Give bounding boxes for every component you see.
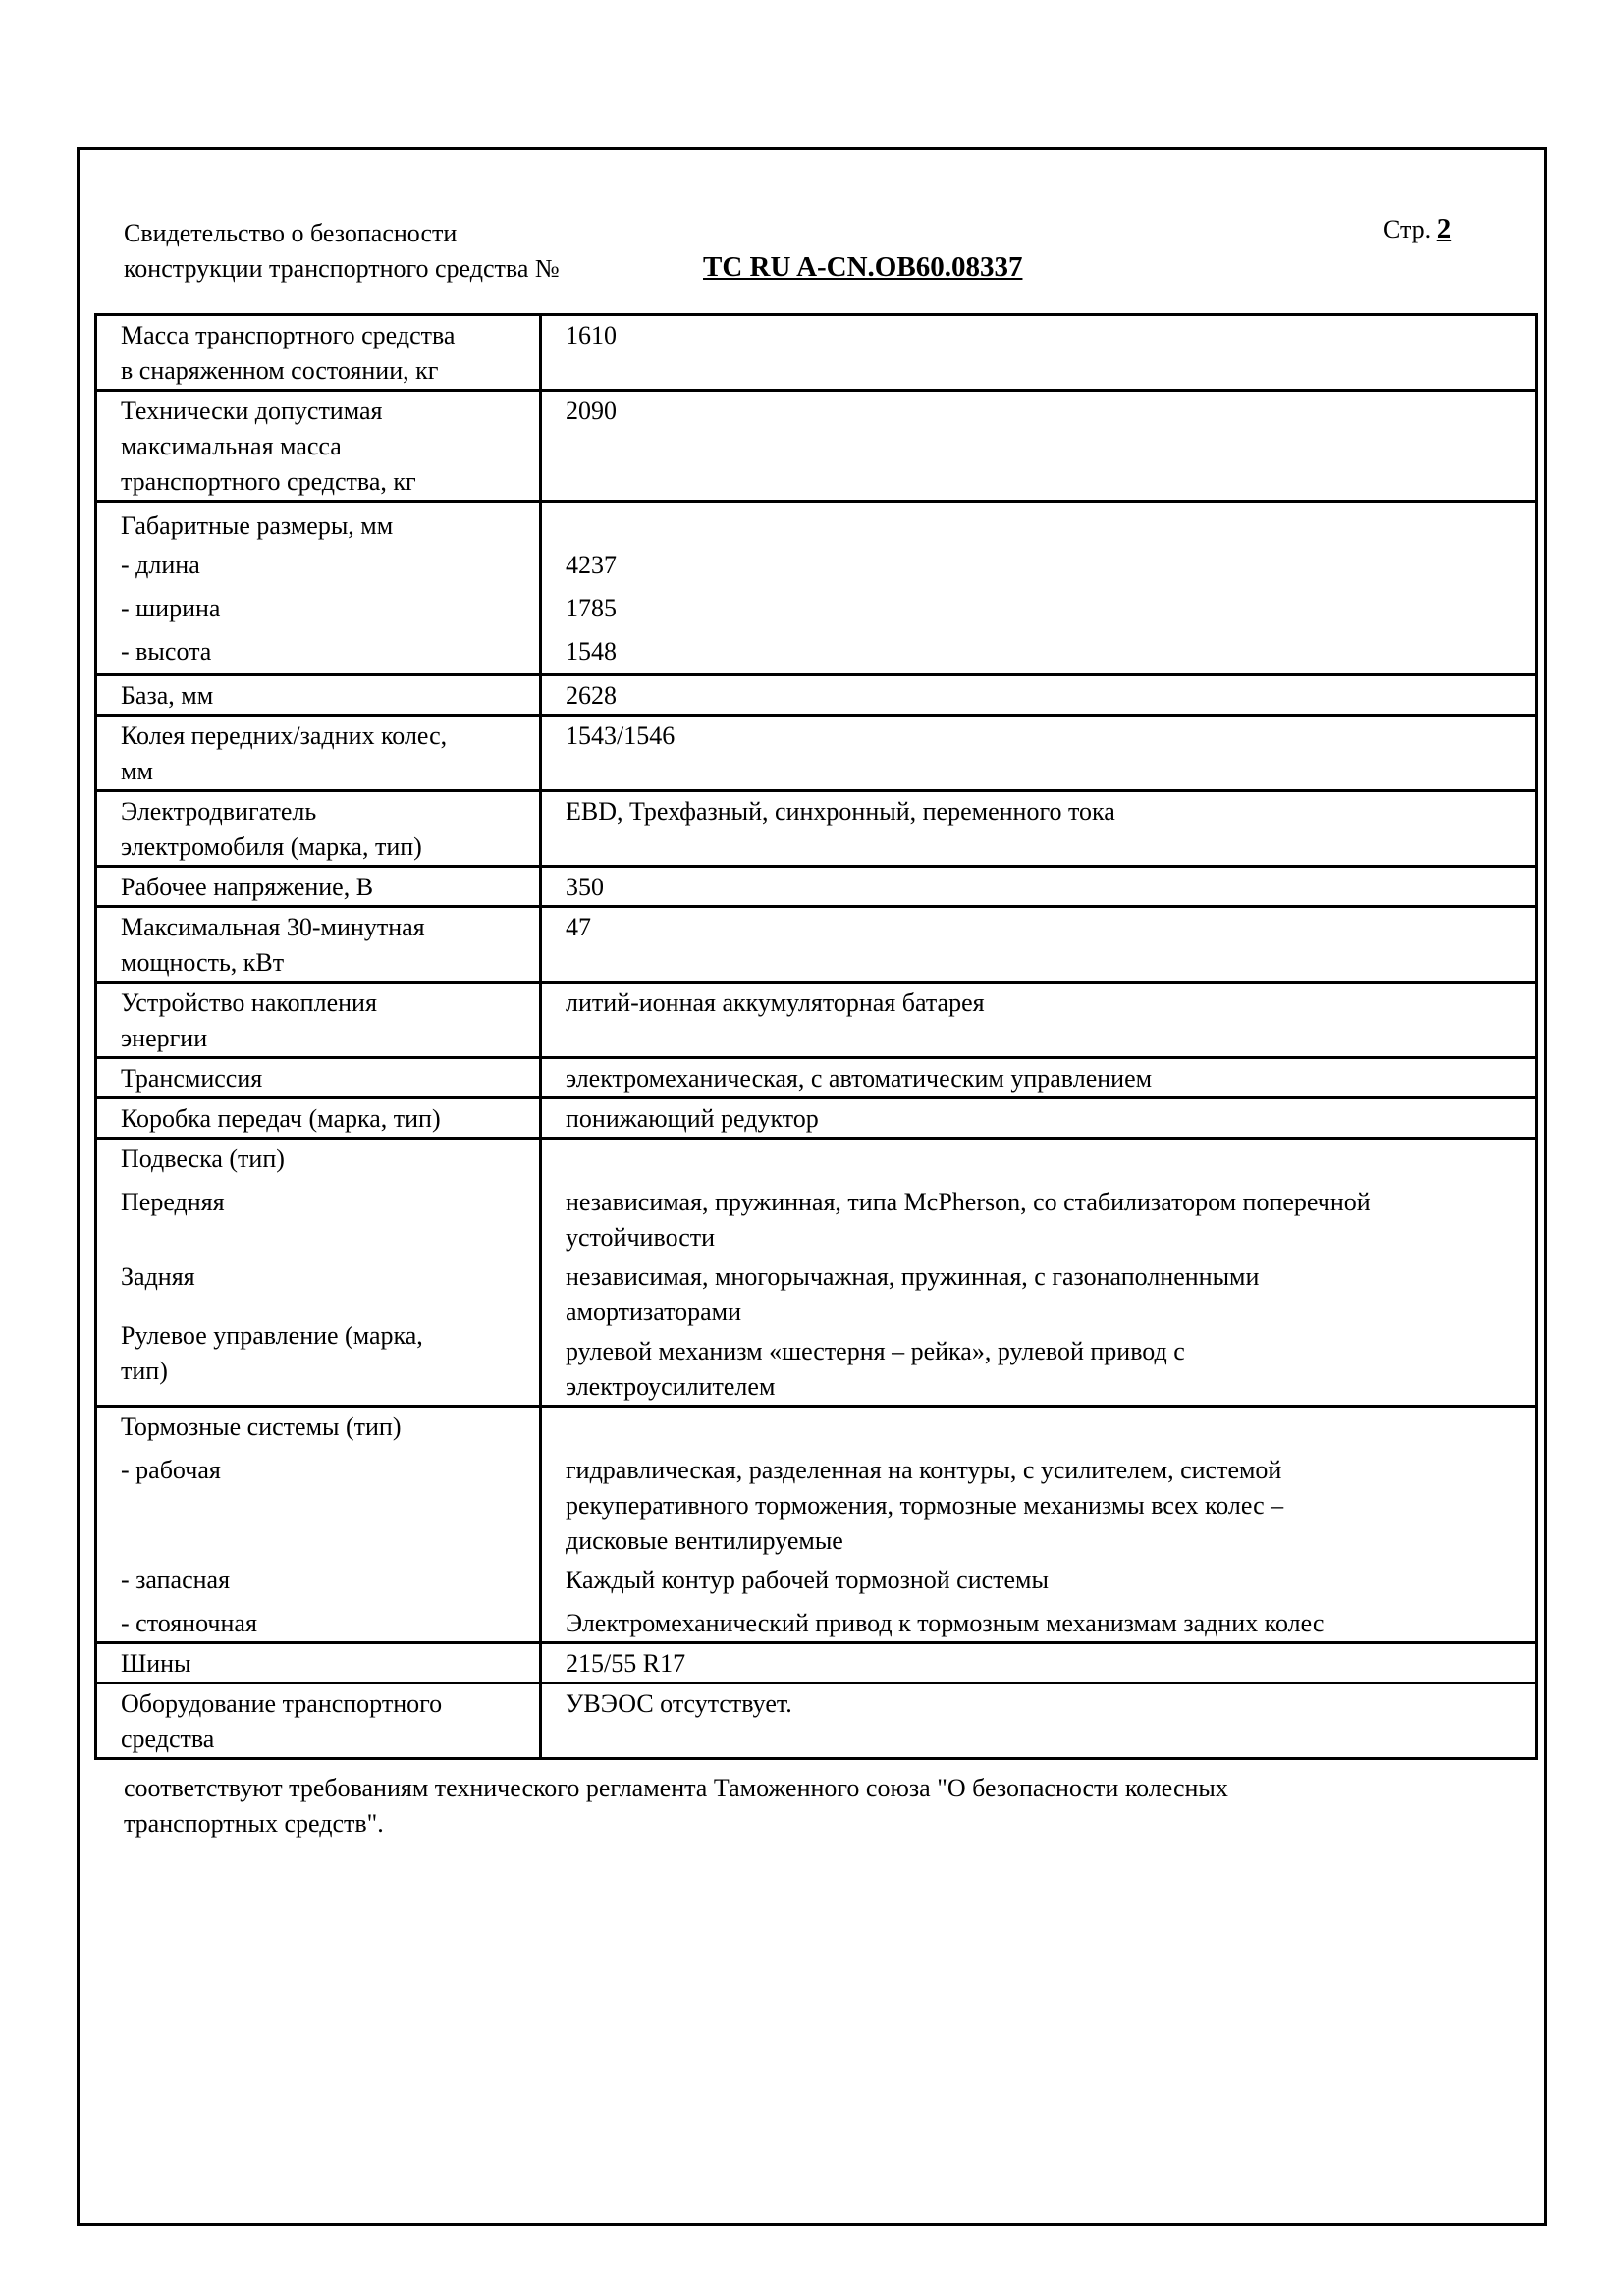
row-label: Устройство накопления энергии [96,983,541,1058]
table-row [96,502,1537,675]
row-label: Колея передних/задних колес, мм [96,716,541,791]
table-row [96,907,1537,983]
table-row [96,1098,1537,1139]
document-title [124,216,560,287]
row-label: База, мм [96,675,541,716]
table-row [96,315,1537,391]
row-value: 2090 [541,391,1537,502]
row-value: 4237 1785 1548 [541,502,1537,675]
table-row [96,791,1537,867]
row-value: 2628 [541,675,1537,716]
table-row [96,675,1537,716]
conformity-statement [124,1771,1498,1842]
row-value: 1543/1546 [541,716,1537,791]
row-label: Оборудование транспортного средства [96,1683,541,1759]
row-value: 47 [541,907,1537,983]
row-value: независимая, пружинная, типа McPherson, со стабилизатором поперечной устойчивости независимая, многорычажная, пружинная, с газонаполненными амортизаторами рулевой механизм «шестерня – рейка», рулевой привод с электроусилителем [541,1139,1537,1407]
row-label: Трансмиссия [96,1058,541,1098]
row-value: электромеханическая, с автоматическим управлением [541,1058,1537,1098]
page-prefix: Стр. [1383,215,1432,243]
specification-table [94,313,1538,1760]
row-label: Масса транспортного средства в снаряженном состоянии, кг [96,315,541,391]
footer-line-2: транспортных средств". [124,1809,384,1838]
row-label: Рабочее напряжение, В [96,867,541,907]
footer-line-1: соответствуют требованиям технического регламента Таможенного союза "О безопасности колесных [124,1774,1228,1802]
row-label: Технически допустимая максимальная масса транспортного средства, кг [96,391,541,502]
certificate-number: TC RU A-CN.OB60.08337 [703,251,1023,283]
table-row [96,1407,1537,1643]
row-label: Электродвигатель электромобиля (марка, тип) [96,791,541,867]
table-row [96,983,1537,1058]
table-row [96,391,1537,502]
page-number [1383,211,1451,247]
title-line-2: конструкции транспортного средства № [124,254,560,283]
row-value: УВЭОС отсутствует. [541,1683,1537,1759]
table-row [96,1643,1537,1683]
table-row [96,867,1537,907]
row-label: Подвеска (тип) Передняя Задняя Рулевое управление (марка, тип) [96,1139,541,1407]
table-row [96,1683,1537,1759]
row-label: Шины [96,1643,541,1683]
row-value: 350 [541,867,1537,907]
row-value: 215/55 R17 [541,1643,1537,1683]
page-number-value: 2 [1436,213,1452,244]
table-row [96,716,1537,791]
row-value: понижающий редуктор [541,1098,1537,1139]
row-value: 1610 [541,315,1537,391]
row-label: Габаритные размеры, мм - длина - ширина - высота [96,502,541,675]
row-label: Максимальная 30-минутная мощность, кВт [96,907,541,983]
row-value: EBD, Трехфазный, синхронный, переменного тока [541,791,1537,867]
row-value: литий-ионная аккумуляторная батарея [541,983,1537,1058]
table-row [96,1139,1537,1407]
row-value: гидравлическая, разделенная на контуры, с усилителем, системой рекуперативного торможения, тормозные механизмы всех колес – дисковые вентилируемые Каждый контур рабочей тормозной системы Электромеханический привод к тормозным механизмам задних колес [541,1407,1537,1643]
table-row [96,1058,1537,1098]
row-label: Коробка передач (марка, тип) [96,1098,541,1139]
title-line-1: Свидетельство о безопасности [124,219,458,247]
row-label: Тормозные системы (тип) - рабочая - запасная - стояночная [96,1407,541,1643]
